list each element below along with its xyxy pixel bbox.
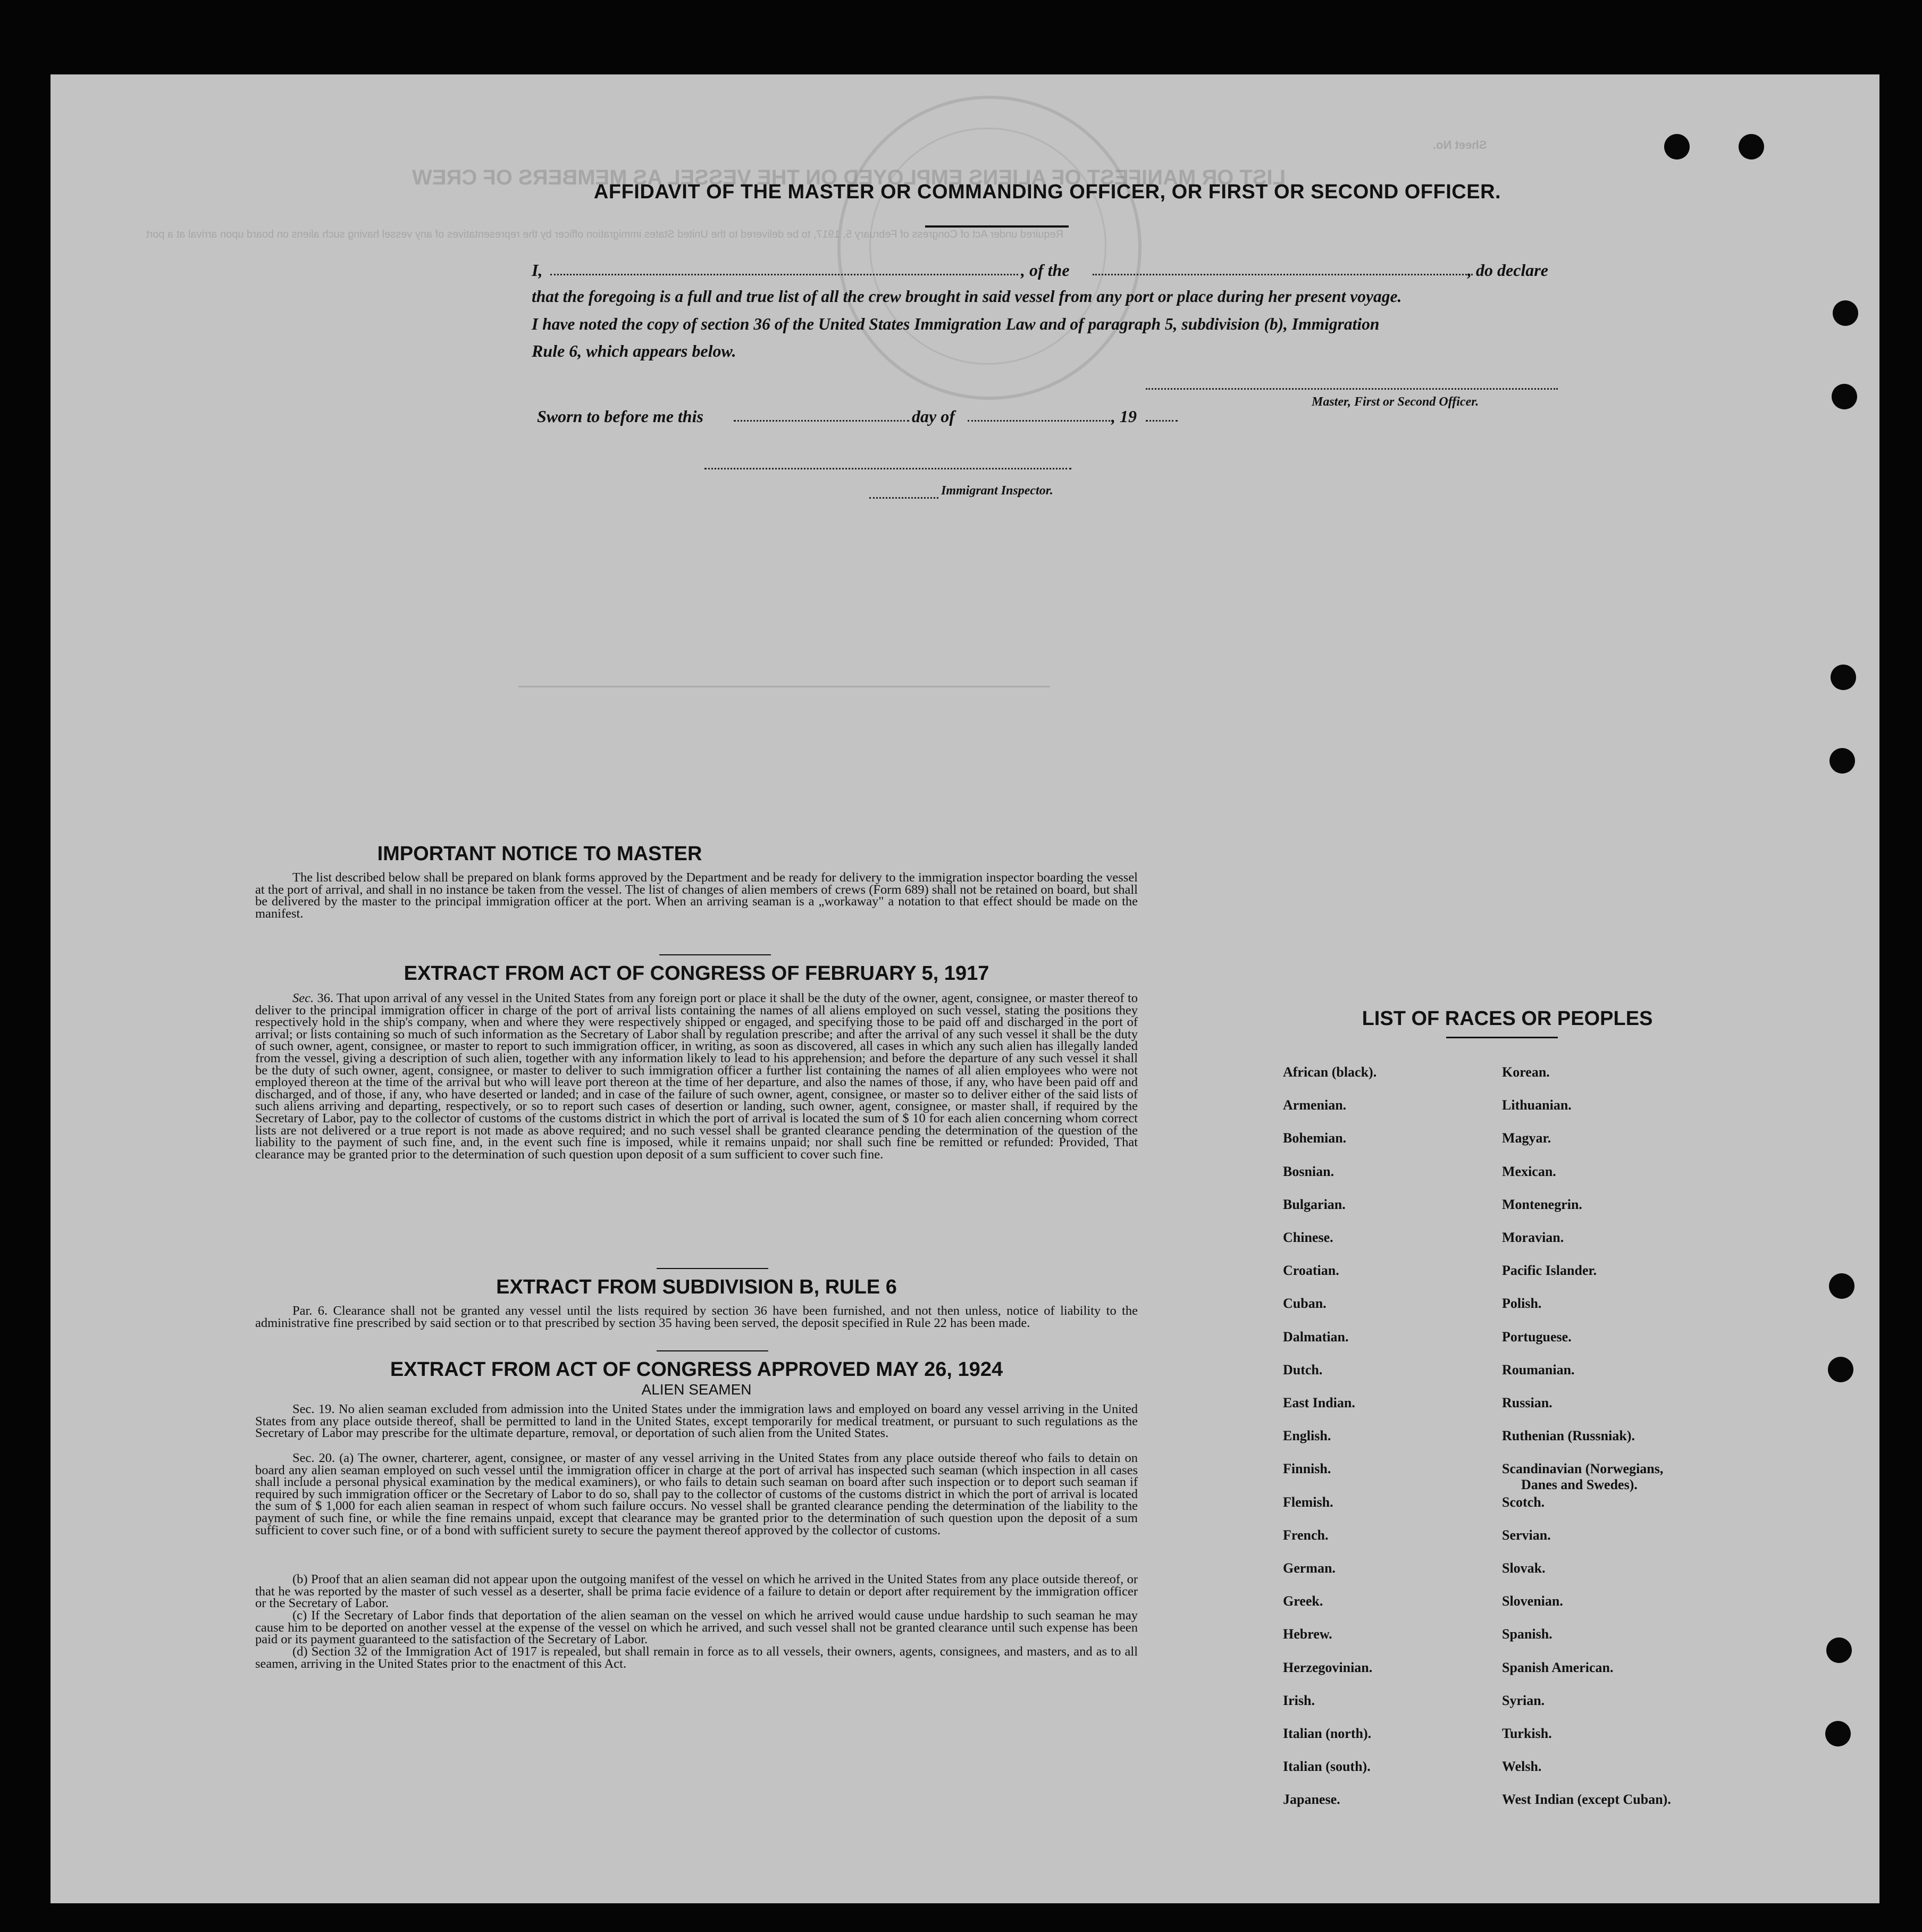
race-item: Croatian. bbox=[1283, 1263, 1339, 1279]
affidavit-do-declare: , do declare bbox=[1467, 261, 1548, 280]
name-blank[interactable] bbox=[550, 274, 1018, 275]
inspector-signature-blank[interactable] bbox=[704, 468, 1071, 469]
extract-1917-text: 36. That upon arrival of any vessel in the United States from any foreign port or place it shall be the duty of the owner, agent, consignee, or master thereof to deliver to the principal immigration officer in charge of the port of arrival lists containing the names of all aliens employed on such vessel, stating the positions they respectively hold in the ship's company, when and where they were respectively shipped or engaged, and specifying those to be paid off and discharged in the port of arrival; or lists containing so much of such information as the Secretary of Labor shall by regulation prescribe; and after the arrival of any such vessel it shall be the duty of such owner, agent, consignee, or master to report to such immigration officer, in writing, as soon as discovered, all cases in which any such alien has illegally landed from the vessel, giving a description of such alien, together with any information likely to lead to his apprehension; and before the departure of any such vessel it shall be the duty of such owner, agent, consignee, or master to deliver to such immigration officer a further list containing the names of all alien employees who were not employed thereon at the time of the arrival but who will leave port thereon at the time of her departure, and also the names of those, if any, who have been paid off and discharged, and of those, if any, who have deserted or landed; and in case of the failure of such owner, agent, consignee, or master so to deliver either of the said lists of such aliens arriving and departing, respectively, or so to report such cases of desertion or landing, such owner, agent, consignee, or master shall, if required by the Secretary of Labor, pay to the collector of customs of the customs district in which the port of arrival is located the sum of $ 10 for each alien concerning whom correct lists are not delivered or a true report is not made as above required; and no such vessel shall be granted clearance pending the determination of the question of the liability to the payment of such fine, and, in the event such fine is imposed, while it remains unpaid; nor shall such fine be remitted or refunded: Provided, That clearance may be granted prior to the determination of such question upon deposit of a sum sufficient to cover such fine. bbox=[255, 991, 1138, 1162]
race-item: Mexican. bbox=[1502, 1163, 1556, 1179]
race-item: West Indian (except Cuban). bbox=[1502, 1792, 1671, 1808]
notice-title: IMPORTANT NOTICE TO MASTER bbox=[377, 843, 702, 865]
affidavit-i-label: I, bbox=[532, 261, 543, 280]
inspector-dot-leader bbox=[869, 497, 938, 499]
race-item: Syrian. bbox=[1502, 1692, 1545, 1708]
race-item: Dutch. bbox=[1283, 1362, 1323, 1377]
race-item: Bosnian. bbox=[1283, 1163, 1335, 1179]
race-item: Welsh. bbox=[1502, 1759, 1542, 1775]
race-item: Hebrew. bbox=[1283, 1626, 1332, 1642]
race-item: Scotch. bbox=[1502, 1494, 1545, 1510]
extract-1924-title: EXTRACT FROM ACT OF CONGRESS APPROVED MAY 26, 1924 bbox=[390, 1358, 1003, 1381]
document-sheet bbox=[51, 74, 1879, 1903]
extract-rule6-body: Par. 6. Clearance shall not be granted any vessel until the lists required by section 36 have been furnished, and not then unless, notice of liability to the administrative fine prescribed by said section or to that prescribed by section 35 having been served, the deposit specified in Rule 22 has been made. bbox=[255, 1304, 1138, 1330]
extract-rule6-rule bbox=[657, 1350, 768, 1351]
race-item: Japanese. bbox=[1283, 1792, 1340, 1808]
master-signature-label: Master, First or Second Officer. bbox=[1312, 395, 1479, 409]
race-item: Montenegrin. bbox=[1502, 1196, 1582, 1212]
race-item: French. bbox=[1283, 1527, 1329, 1543]
sworn-year-blank[interactable] bbox=[1146, 420, 1178, 422]
race-item: African (black). bbox=[1283, 1064, 1377, 1080]
master-signature-blank[interactable] bbox=[1146, 388, 1558, 390]
punch-hole bbox=[1825, 1721, 1851, 1746]
punch-hole bbox=[1832, 384, 1857, 409]
punch-hole bbox=[1833, 300, 1858, 326]
race-item: Dalmatian. bbox=[1283, 1329, 1349, 1345]
race-item: Moravian. bbox=[1502, 1230, 1564, 1245]
notice-body: The list described below shall be prepared on blank forms approved by the Department and be ready for delivery to the immigration inspector boarding the vessel at the port of arrival, and shall in no instance be taken from the vessel. The list of changes of alien members of crews (Form 689) shall not be retained on board, but shall be delivered by the master to the principal immigration officer at the port. When an arriving seaman is a „workaway" a notation to that effect should be made on the manifest. bbox=[255, 870, 1138, 921]
extract-1917-body bbox=[255, 993, 1138, 1161]
extract-1924-sec20a: Sec. 20. (a) The owner, charterer, agent, consignee, or master of any vessel arriving in the United States from any place outside thereof who fails to detain on board any alien seaman employed on such vessel until the immigration officer in charge at the port of arrival has inspected such seaman (which inspection in all cases shall include a personal physical examination by the medical examiners), or who fails to detain such seaman on board after such inspection or to deport such seaman if required by such immigration officer or the Secretary of Labor to do so, shall pay to the collector of customs of the customs district in which the port of arrival is located the sum of $ 1,000 for each alien seaman in respect of whom such failure occurs. No vessel shall be granted clearance pending the determination of the liability to the payment of such fine, or while the fine remains unpaid, except that clearance may be granted prior to the determination of such question upon the deposit of a sum sufficient to cover such fine, or of a bond with sufficient surety to secure the payment thereof approved by the collector of customs. bbox=[255, 1451, 1138, 1538]
race-item: Slovenian. bbox=[1502, 1593, 1563, 1609]
race-item: Korean. bbox=[1502, 1064, 1550, 1080]
punch-hole bbox=[1829, 748, 1855, 774]
races-title-rule bbox=[1446, 1037, 1558, 1038]
inspector-label: Immigrant Inspector. bbox=[941, 484, 1053, 498]
faint-handwriting-stroke bbox=[518, 686, 1050, 687]
race-item: Turkish. bbox=[1502, 1726, 1552, 1741]
race-item: Finnish. bbox=[1283, 1461, 1331, 1477]
punch-hole bbox=[1831, 665, 1856, 690]
affidavit-line-1 bbox=[532, 261, 542, 280]
race-item: Italian (north). bbox=[1283, 1726, 1372, 1741]
extract-1924-subtitle: ALIEN SEAMEN bbox=[641, 1381, 752, 1398]
vessel-blank[interactable] bbox=[1093, 274, 1473, 275]
faint-handwriting bbox=[444, 670, 452, 699]
race-item: English. bbox=[1283, 1428, 1331, 1444]
sworn-day-blank[interactable] bbox=[734, 420, 909, 422]
notice-rule bbox=[659, 954, 771, 955]
affidavit-line-2: that the foregoing is a full and true list of all the crew brought in said vessel from any port or place during her present voyage. bbox=[532, 287, 1402, 306]
affidavit-of-the: , of the bbox=[1021, 261, 1070, 280]
race-item: Herzegovinian. bbox=[1283, 1659, 1373, 1675]
race-item: Russian. bbox=[1502, 1395, 1552, 1410]
race-item: Scandinavian (Norwegians, bbox=[1502, 1461, 1664, 1477]
race-item: Lithuanian. bbox=[1502, 1097, 1572, 1113]
bleed-through-sheet: Sheet No. bbox=[1433, 138, 1487, 152]
affidavit-line-4: Rule 6, which appears below. bbox=[532, 341, 736, 360]
extract-1924-sec20b: (b) Proof that an alien seaman did not appear upon the outgoing manifest of the vessel on which he arrived in the United States from any place outside thereof, or that he was reported by the master of such vessel as a deserter, shall be prima facie evidence of a failure to detain or deport after requirement by the immigration officer or the Secretary of Labor. bbox=[255, 1572, 1138, 1611]
punch-hole bbox=[1828, 1357, 1853, 1382]
sworn-year: , 19 bbox=[1111, 407, 1137, 426]
race-item: Roumanian. bbox=[1502, 1362, 1575, 1377]
race-item: Spanish American. bbox=[1502, 1659, 1614, 1675]
race-scandinavian-continued: Danes and Swedes). bbox=[1521, 1477, 1638, 1492]
bleed-through-header: LIST OR MANIFEST OF ALIENS EMPLOYED ON THE VESSEL AS MEMBERS OF CREW bbox=[412, 166, 1286, 189]
extract-1917-sec-label: Sec. bbox=[292, 991, 314, 1005]
extract-1924-sec20d: (d) Section 32 of the Immigration Act of 1917 is repealed, but shall remain in force as to all vessels, their owners, agents, consignees, and masters, and as to all seamen, arriving in the United States prior to the enactment of this Act. bbox=[255, 1644, 1138, 1671]
affidavit-title-rule bbox=[925, 225, 1069, 228]
extract-1917-title: EXTRACT FROM ACT OF CONGRESS OF FEBRUARY 5, 1917 bbox=[404, 962, 989, 985]
sworn-prefix: Sworn to before me this bbox=[537, 407, 703, 426]
race-item: Servian. bbox=[1502, 1527, 1551, 1543]
race-item: Slovak. bbox=[1502, 1560, 1546, 1576]
race-item: Pacific Islander. bbox=[1502, 1263, 1597, 1279]
affidavit-title: AFFIDAVIT OF THE MASTER OR COMMANDING OFFICER, OR FIRST OR SECOND OFFICER. bbox=[593, 181, 1501, 203]
sworn-month-blank[interactable] bbox=[968, 420, 1114, 422]
extract-1924-sec20c: (c) If the Secretary of Labor finds that deportation of the alien seaman on the vessel on which he arrived would cause undue hardship to such seaman he may cause him to be deported on another vessel at the expense of the vessel on which he arrived, and such vessel shall not be granted clearance until such expense has been paid or its payment guaranteed to the satisfaction of the Secretary of Labor. bbox=[255, 1608, 1138, 1647]
sworn-day-of: day of bbox=[912, 407, 955, 426]
punch-hole bbox=[1739, 134, 1764, 159]
extract-1917-rule bbox=[657, 1268, 768, 1269]
race-item: Bohemian. bbox=[1283, 1130, 1347, 1146]
race-item: Chinese. bbox=[1283, 1230, 1333, 1245]
race-item: Magyar. bbox=[1502, 1130, 1551, 1146]
races-title: LIST OF RACES OR PEOPLES bbox=[1362, 1007, 1653, 1030]
race-item: Spanish. bbox=[1502, 1626, 1552, 1642]
punch-hole bbox=[1826, 1637, 1852, 1663]
affidavit-line-3: I have noted the copy of section 36 of the United States Immigration Law and of paragraph 5, subdivision (b), Immigration bbox=[532, 315, 1380, 333]
race-item: Ruthenian (Russniak). bbox=[1502, 1428, 1635, 1444]
punch-hole bbox=[1664, 134, 1690, 159]
race-item: Portuguese. bbox=[1502, 1329, 1572, 1345]
race-item: German. bbox=[1283, 1560, 1336, 1576]
race-item: Irish. bbox=[1283, 1692, 1315, 1708]
race-item: Armenian. bbox=[1283, 1097, 1347, 1113]
race-item: Cuban. bbox=[1283, 1296, 1327, 1312]
race-item: Flemish. bbox=[1283, 1494, 1333, 1510]
race-item: Bulgarian. bbox=[1283, 1196, 1346, 1212]
race-item: Greek. bbox=[1283, 1593, 1323, 1609]
race-item: Polish. bbox=[1502, 1296, 1542, 1312]
extract-rule6-title: EXTRACT FROM SUBDIVISION B, RULE 6 bbox=[496, 1276, 897, 1298]
punch-hole bbox=[1829, 1273, 1854, 1299]
race-item: East Indian. bbox=[1283, 1395, 1355, 1410]
extract-1924-sec19: Sec. 19. No alien seaman excluded from admission into the United States under the immigration laws and employed on board any vessel arriving in the United States from any place outside thereof, shall be permitted to land in the United States, except temporarily for medical treatment, or pursuant to such regulations as the Secretary of Labor may prescribe for the ultimate departure, removal, or deportation of such alien from the United States. bbox=[255, 1402, 1138, 1441]
race-item: Italian (south). bbox=[1283, 1759, 1371, 1775]
bleed-through-subheader: Required under Act of Congress of February 5, 1917, to be delivered to the United States immigration officer by the representatives of any vessel having such aliens on board upon arrival at a port bbox=[146, 229, 1064, 240]
